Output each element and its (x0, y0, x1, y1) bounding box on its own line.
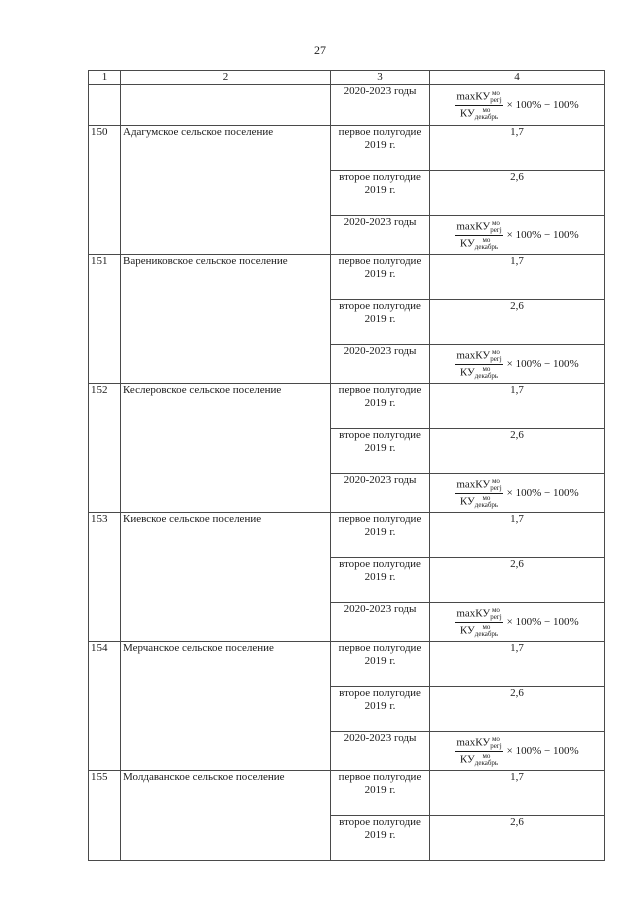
value-cell: 2,6 (430, 816, 605, 861)
period-cell: второе полугодие 2019 г. (331, 687, 430, 732)
continuation-row (89, 85, 605, 126)
formula-fraction (455, 349, 502, 380)
number-cell: 154 (89, 642, 121, 771)
formula-denominator: КУ мо декабрь (459, 235, 499, 251)
formula (432, 345, 602, 383)
header-row (89, 71, 605, 85)
formula-denominator: КУ мо декабрь (459, 622, 499, 638)
value-cell: 2,6 (430, 558, 605, 603)
period-cell: 2020-2023 годы (331, 216, 430, 255)
settlement-name: Киевское сельское поселение (121, 513, 331, 642)
period-cell: первое полугодие 2019 г. (331, 771, 430, 816)
header-cell: 1 (89, 71, 121, 85)
formula-denominator: КУ мо декабрь (459, 105, 499, 121)
settlement-name: Мерчанское сельское поселение (121, 642, 331, 771)
period-cell: первое полугодие 2019 г. (331, 513, 430, 558)
value-cell: 1,7 (430, 771, 605, 816)
formula-tail: × 100% − 100% (506, 228, 579, 241)
formula-cell (430, 216, 605, 255)
value-cell: 2,6 (430, 171, 605, 216)
value-cell: 1,7 (430, 126, 605, 171)
settlement-name: Варениковское сельское поселение (121, 255, 331, 384)
formula-tail: × 100% − 100% (506, 615, 579, 628)
period-cell: 2020-2023 годы (331, 345, 430, 384)
period-cell: 2020-2023 годы (331, 603, 430, 642)
formula (432, 85, 602, 125)
formula (432, 732, 602, 770)
period-cell: 2020-2023 годы (331, 732, 430, 771)
settlement-name: Молдаванское сельское поселение (121, 771, 331, 861)
formula (432, 216, 602, 254)
table-row (89, 513, 605, 558)
formula-numerator: maxКУ мо регj (456, 218, 502, 234)
number-cell: 152 (89, 384, 121, 513)
formula-fraction (455, 736, 502, 767)
period-cell: 2020-2023 годы (331, 85, 430, 126)
formula-cell (430, 345, 605, 384)
formula-tail: × 100% − 100% (506, 357, 579, 370)
table-row (89, 642, 605, 687)
formula-tail: × 100% − 100% (506, 486, 579, 499)
formula-cell (430, 474, 605, 513)
formula-cell (430, 85, 605, 126)
value-cell: 2,6 (430, 429, 605, 474)
formula-tail: × 100% − 100% (506, 98, 579, 111)
period-cell: второе полугодие 2019 г. (331, 816, 430, 861)
tariff-table (88, 70, 605, 861)
period-cell: второе полугодие 2019 г. (331, 558, 430, 603)
table-row (89, 126, 605, 171)
table-row (89, 771, 605, 816)
formula-numerator: maxКУ мо регj (456, 347, 502, 363)
value-cell: 1,7 (430, 513, 605, 558)
formula (432, 603, 602, 641)
page-number: 27 (314, 43, 326, 57)
formula-denominator: КУ мо декабрь (459, 493, 499, 509)
period-cell: первое полугодие 2019 г. (331, 255, 430, 300)
period-cell: первое полугодие 2019 г. (331, 384, 430, 429)
header-cell: 2 (121, 71, 331, 85)
formula (432, 474, 602, 512)
value-cell: 1,7 (430, 642, 605, 687)
period-cell: 2020-2023 годы (331, 474, 430, 513)
name-cell (121, 85, 331, 126)
table-row (89, 384, 605, 429)
formula-fraction (455, 220, 502, 251)
period-cell: второе полугодие 2019 г. (331, 300, 430, 345)
number-cell: 150 (89, 126, 121, 255)
formula-denominator: КУ мо декабрь (459, 751, 499, 767)
number-cell: 155 (89, 771, 121, 861)
value-cell: 2,6 (430, 687, 605, 732)
number-cell (89, 85, 121, 126)
value-cell: 1,7 (430, 384, 605, 429)
value-cell: 2,6 (430, 300, 605, 345)
period-cell: второе полугодие 2019 г. (331, 171, 430, 216)
period-cell: первое полугодие 2019 г. (331, 642, 430, 687)
formula-cell (430, 732, 605, 771)
formula-numerator: maxКУ мо регj (456, 734, 502, 750)
table-row (89, 255, 605, 300)
settlement-name: Адагумское сельское поселение (121, 126, 331, 255)
header-cell: 4 (430, 71, 605, 85)
header-cell: 3 (331, 71, 430, 85)
formula-numerator: maxКУ мо регj (456, 88, 502, 104)
value-cell: 1,7 (430, 255, 605, 300)
formula-tail: × 100% − 100% (506, 744, 579, 757)
formula-fraction (455, 478, 502, 509)
formula-fraction (455, 607, 502, 638)
formula-numerator: maxКУ мо регj (456, 476, 502, 492)
number-cell: 153 (89, 513, 121, 642)
settlement-name: Кеслеровское сельское поселение (121, 384, 331, 513)
period-cell: второе полугодие 2019 г. (331, 429, 430, 474)
formula-fraction (455, 90, 502, 121)
formula-denominator: КУ мо декабрь (459, 364, 499, 380)
period-cell: первое полугодие 2019 г. (331, 126, 430, 171)
formula-numerator: maxКУ мо регj (456, 605, 502, 621)
formula-cell (430, 603, 605, 642)
number-cell: 151 (89, 255, 121, 384)
